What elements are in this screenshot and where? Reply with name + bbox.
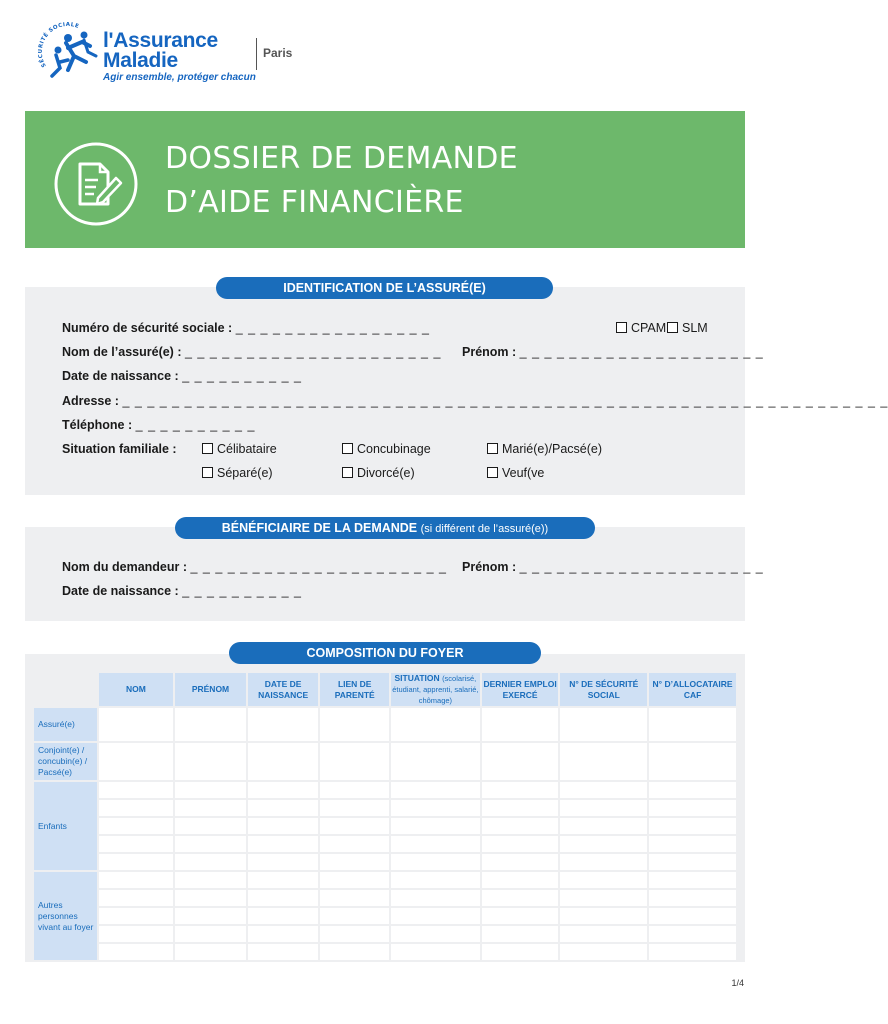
nss-label: Numéro de sécurité sociale : [62, 321, 233, 335]
beneficiaire-section [25, 527, 745, 621]
column-header: PRÉNOM [175, 673, 246, 706]
table-cell-input[interactable] [320, 872, 389, 888]
table-cell-input[interactable] [248, 818, 319, 834]
nss-field[interactable] [62, 321, 430, 335]
table-cell-input[interactable] [560, 908, 647, 924]
svg-text:SÉCURITÉ SOCIALE: SÉCURITÉ SOCIALE [38, 22, 80, 68]
table-row [34, 743, 736, 780]
column-header: DERNIER EMPLOI EXERCÉ [482, 673, 559, 706]
table-row [34, 708, 736, 741]
table-cell-input[interactable] [482, 854, 559, 870]
table-corner [34, 673, 97, 706]
table-cell-input[interactable] [482, 890, 559, 906]
document-edit-icon [52, 140, 140, 228]
option-label: Marié(e)/Pacsé(e) [502, 442, 603, 456]
table-cell-input[interactable] [175, 800, 246, 816]
table-cell-input[interactable] [560, 890, 647, 906]
nom-blank: _ _ _ _ _ _ _ _ _ _ _ _ _ _ _ _ _ _ _ _ _ [184, 345, 442, 359]
page-number: 1/4 [731, 978, 744, 988]
table-cell-input[interactable] [175, 890, 246, 906]
table-cell-input[interactable] [320, 782, 389, 798]
table-cell-input[interactable] [482, 944, 559, 960]
checkbox-icon [342, 467, 353, 478]
table-cell-input[interactable] [99, 890, 174, 906]
nom-label: Nom de l’assuré(e) : [62, 345, 182, 359]
table-cell-input[interactable] [99, 908, 174, 924]
table-cell-input[interactable] [99, 926, 174, 942]
logo-text-line2: Maladie [103, 49, 178, 72]
prenom-blank: _ _ _ _ _ _ _ _ _ _ _ _ _ _ _ _ _ _ _ _ [519, 345, 764, 359]
divorce-checkbox[interactable] [342, 466, 415, 480]
slm-checkbox[interactable] [667, 321, 708, 335]
checkbox-icon [616, 322, 627, 333]
option-label: Concubinage [357, 442, 431, 456]
table-cell-input[interactable] [248, 836, 319, 852]
table-cell-input[interactable] [649, 890, 736, 906]
option-label: Célibataire [217, 442, 277, 456]
table-cell-input[interactable] [391, 890, 480, 906]
table-header-row [34, 673, 736, 706]
table-cell-input[interactable] [560, 782, 647, 798]
table-cell-input[interactable] [320, 743, 389, 780]
table-cell-input[interactable] [99, 836, 174, 852]
column-header: N° DE SÉCURITÉ SOCIAL [560, 673, 647, 706]
checkbox-icon [202, 443, 213, 454]
table-cell-input[interactable] [320, 836, 389, 852]
table-cell-input[interactable] [175, 782, 246, 798]
cpam-label: CPAM [631, 321, 667, 335]
prenom-demandeur-field[interactable] [462, 560, 764, 574]
logo-tagline: Agir ensemble, protéger chacun [103, 72, 256, 83]
table-cell-input[interactable] [175, 818, 246, 834]
table-cell-input[interactable] [248, 743, 319, 780]
adresse-field[interactable] [62, 394, 888, 408]
checkbox-icon [202, 467, 213, 478]
table-cell-input[interactable] [175, 908, 246, 924]
nom-assure-field[interactable] [62, 345, 441, 359]
table-cell-input[interactable] [649, 818, 736, 834]
veuf-checkbox[interactable] [487, 466, 544, 480]
table-cell-input[interactable] [649, 782, 736, 798]
composition-table [32, 671, 738, 962]
table-cell-input[interactable] [391, 908, 480, 924]
table-cell-input[interactable] [99, 743, 174, 780]
beneficiaire-heading [175, 517, 595, 539]
table-cell-input[interactable] [649, 854, 736, 870]
table-row [34, 836, 736, 852]
table-cell-input[interactable] [560, 818, 647, 834]
adresse-label: Adresse : [62, 394, 119, 408]
table-cell-input[interactable] [320, 854, 389, 870]
table-cell-input[interactable] [649, 872, 736, 888]
page-title-line1: DOSSIER DE DEMANDE [165, 141, 518, 176]
checkbox-icon [487, 467, 498, 478]
column-header: SITUATION (scolarisé, étudiant, apprenti, salarié, chômage) [392, 673, 479, 705]
table-cell-input[interactable] [649, 708, 736, 741]
table-cell-input[interactable] [482, 782, 559, 798]
table-cell-input[interactable] [649, 908, 736, 924]
telephone-label: Téléphone : [62, 418, 133, 432]
table-cell-input[interactable] [99, 708, 174, 741]
nom-demandeur-field[interactable] [62, 560, 447, 574]
table-cell-input[interactable] [320, 926, 389, 942]
table-cell-input[interactable] [175, 708, 246, 741]
table-cell-input[interactable] [175, 872, 246, 888]
beneficiaire-heading-note: (si différent de l’assuré(e)) [420, 523, 549, 535]
table-cell-input[interactable] [248, 908, 319, 924]
telephone-blank: _ _ _ _ _ _ _ _ _ _ [135, 418, 256, 432]
table-cell-input[interactable] [391, 743, 480, 780]
table-row [34, 854, 736, 870]
prenom-assure-field[interactable] [462, 345, 764, 359]
column-header: NOM [99, 673, 174, 706]
table-cell-input[interactable] [320, 890, 389, 906]
logo-separator [256, 38, 257, 70]
adresse-blank: _ _ _ _ _ _ _ _ _ _ _ _ _ _ _ _ _ _ _ _ _ _ _ _ _ _ _ _ _ _ _ _ _ _ _ _ _ _ _ _ _ _ _ _ _ _ _ _ _ _ _ _ _ _ _ _ _ _ _ _ _ _ [122, 394, 888, 408]
table-cell-input[interactable] [320, 818, 389, 834]
option-label: Divorcé(e) [357, 466, 415, 480]
checkbox-icon [487, 443, 498, 454]
table-cell-input[interactable] [560, 836, 647, 852]
table-cell-input[interactable] [560, 854, 647, 870]
table-row [34, 944, 736, 960]
separe-checkbox[interactable] [202, 466, 273, 480]
table-cell-input[interactable] [391, 944, 480, 960]
table-row [34, 800, 736, 816]
checkbox-icon [342, 443, 353, 454]
table-cell-input[interactable] [560, 800, 647, 816]
table-cell-input[interactable] [248, 890, 319, 906]
table-cell-input[interactable] [482, 836, 559, 852]
naissance-demandeur-field[interactable] [62, 584, 302, 598]
table-cell-input[interactable] [482, 926, 559, 942]
naissance-demandeur-label: Date de naissance : [62, 584, 179, 598]
table-row [34, 908, 736, 924]
logo-text-line1: l'Assurance [103, 29, 218, 52]
table-cell-input[interactable] [482, 818, 559, 834]
table-cell-input[interactable] [99, 800, 174, 816]
table-row [34, 890, 736, 906]
table-cell-input[interactable] [482, 708, 559, 741]
table-cell-input[interactable] [482, 743, 559, 780]
table-cell-input[interactable] [248, 944, 319, 960]
table-cell-input[interactable] [649, 944, 736, 960]
concubinage-checkbox[interactable] [342, 442, 431, 456]
column-header: N° D’ALLOCATAIRE CAF [649, 673, 736, 706]
table-cell-input[interactable] [482, 908, 559, 924]
table-cell-input[interactable] [320, 944, 389, 960]
logo-city: Paris [263, 46, 293, 60]
table-cell-input[interactable] [560, 872, 647, 888]
row-group-label: Enfants [34, 782, 97, 870]
table-cell-input[interactable] [175, 836, 246, 852]
table-cell-input[interactable] [391, 708, 480, 741]
table-cell-input[interactable] [560, 926, 647, 942]
table-cell-input[interactable] [175, 926, 246, 942]
assurance-maladie-emblem [38, 22, 100, 82]
date-naissance-field[interactable] [62, 369, 302, 383]
celibataire-checkbox[interactable] [202, 442, 277, 456]
table-cell-input[interactable] [99, 782, 174, 798]
table-cell-input[interactable] [560, 944, 647, 960]
table-row [34, 872, 736, 888]
table-cell-input[interactable] [99, 872, 174, 888]
table-cell-input[interactable] [320, 708, 389, 741]
table-row [34, 782, 736, 798]
table-cell-input[interactable] [391, 818, 480, 834]
column-header: DATE DE NAISSANCE [248, 673, 319, 706]
table-cell-input[interactable] [391, 782, 480, 798]
table-cell-input[interactable] [391, 836, 480, 852]
table-row [34, 818, 736, 834]
marie-pacse-checkbox[interactable] [487, 442, 602, 456]
table-cell-input[interactable] [649, 800, 736, 816]
table-cell-input[interactable] [99, 944, 174, 960]
table-cell-input[interactable] [320, 800, 389, 816]
table-cell-input[interactable] [175, 743, 246, 780]
table-cell-input[interactable] [248, 782, 319, 798]
composition-heading: COMPOSITION DU FOYER [229, 642, 541, 664]
table-cell-input[interactable] [391, 800, 480, 816]
cpam-checkbox[interactable] [616, 321, 666, 335]
table-cell-input[interactable] [391, 926, 480, 942]
table-cell-input[interactable] [560, 743, 647, 780]
nom-demandeur-blank: _ _ _ _ _ _ _ _ _ _ _ _ _ _ _ _ _ _ _ _ _ [190, 560, 447, 574]
table-row [34, 926, 736, 942]
nss-blank: _ _ _ _ _ _ _ _ _ _ _ _ _ _ _ _ [235, 321, 431, 335]
identification-heading: IDENTIFICATION DE L’ASSURÉ(E) [216, 277, 553, 299]
table-cell-input[interactable] [175, 944, 246, 960]
row-group-label: Conjoint(e) / concubin(e) / Pacsé(e) [34, 743, 97, 780]
naissance-blank: _ _ _ _ _ _ _ _ _ _ [182, 369, 302, 383]
table-cell-input[interactable] [99, 854, 174, 870]
nom-demandeur-label: Nom du demandeur : [62, 560, 188, 574]
table-cell-input[interactable] [391, 854, 480, 870]
table-cell-input[interactable] [482, 872, 559, 888]
option-label: Veuf(ve [502, 466, 545, 480]
naissance-label: Date de naissance : [62, 369, 179, 383]
table-cell-input[interactable] [248, 926, 319, 942]
naissance-demandeur-blank: _ _ _ _ _ _ _ _ _ _ [182, 584, 302, 598]
page-title-line2: D’AIDE FINANCIÈRE [165, 185, 464, 220]
telephone-field[interactable] [62, 418, 255, 432]
table-cell-input[interactable] [649, 836, 736, 852]
table-cell-input[interactable] [248, 854, 319, 870]
table-cell-input[interactable] [482, 800, 559, 816]
table-cell-input[interactable] [175, 854, 246, 870]
table-cell-input[interactable] [248, 872, 319, 888]
table-cell-input[interactable] [649, 743, 736, 780]
table-cell-input[interactable] [649, 926, 736, 942]
identification-section [25, 287, 745, 495]
column-header: LIEN DE PARENTÉ [320, 673, 389, 706]
prenom-demandeur-blank: _ _ _ _ _ _ _ _ _ _ _ _ _ _ _ _ _ _ _ _ [519, 560, 764, 574]
situation-label: Situation familiale : [62, 442, 177, 456]
prenom-label: Prénom : [462, 345, 517, 359]
table-cell-input[interactable] [391, 872, 480, 888]
row-group-label: Assuré(e) [34, 708, 97, 741]
beneficiaire-heading-text: BÉNÉFICIAIRE DE LA DEMANDE [221, 521, 418, 535]
table-cell-input[interactable] [560, 708, 647, 741]
slm-label: SLM [682, 321, 708, 335]
prenom-demandeur-label: Prénom : [462, 560, 517, 574]
table-cell-input[interactable] [248, 800, 319, 816]
table-cell-input[interactable] [320, 908, 389, 924]
row-group-label: Autres personnes vivant au foyer [34, 872, 97, 960]
option-label: Séparé(e) [217, 466, 273, 480]
checkbox-icon [667, 322, 678, 333]
table-cell-input[interactable] [99, 818, 174, 834]
table-cell-input[interactable] [248, 708, 319, 741]
